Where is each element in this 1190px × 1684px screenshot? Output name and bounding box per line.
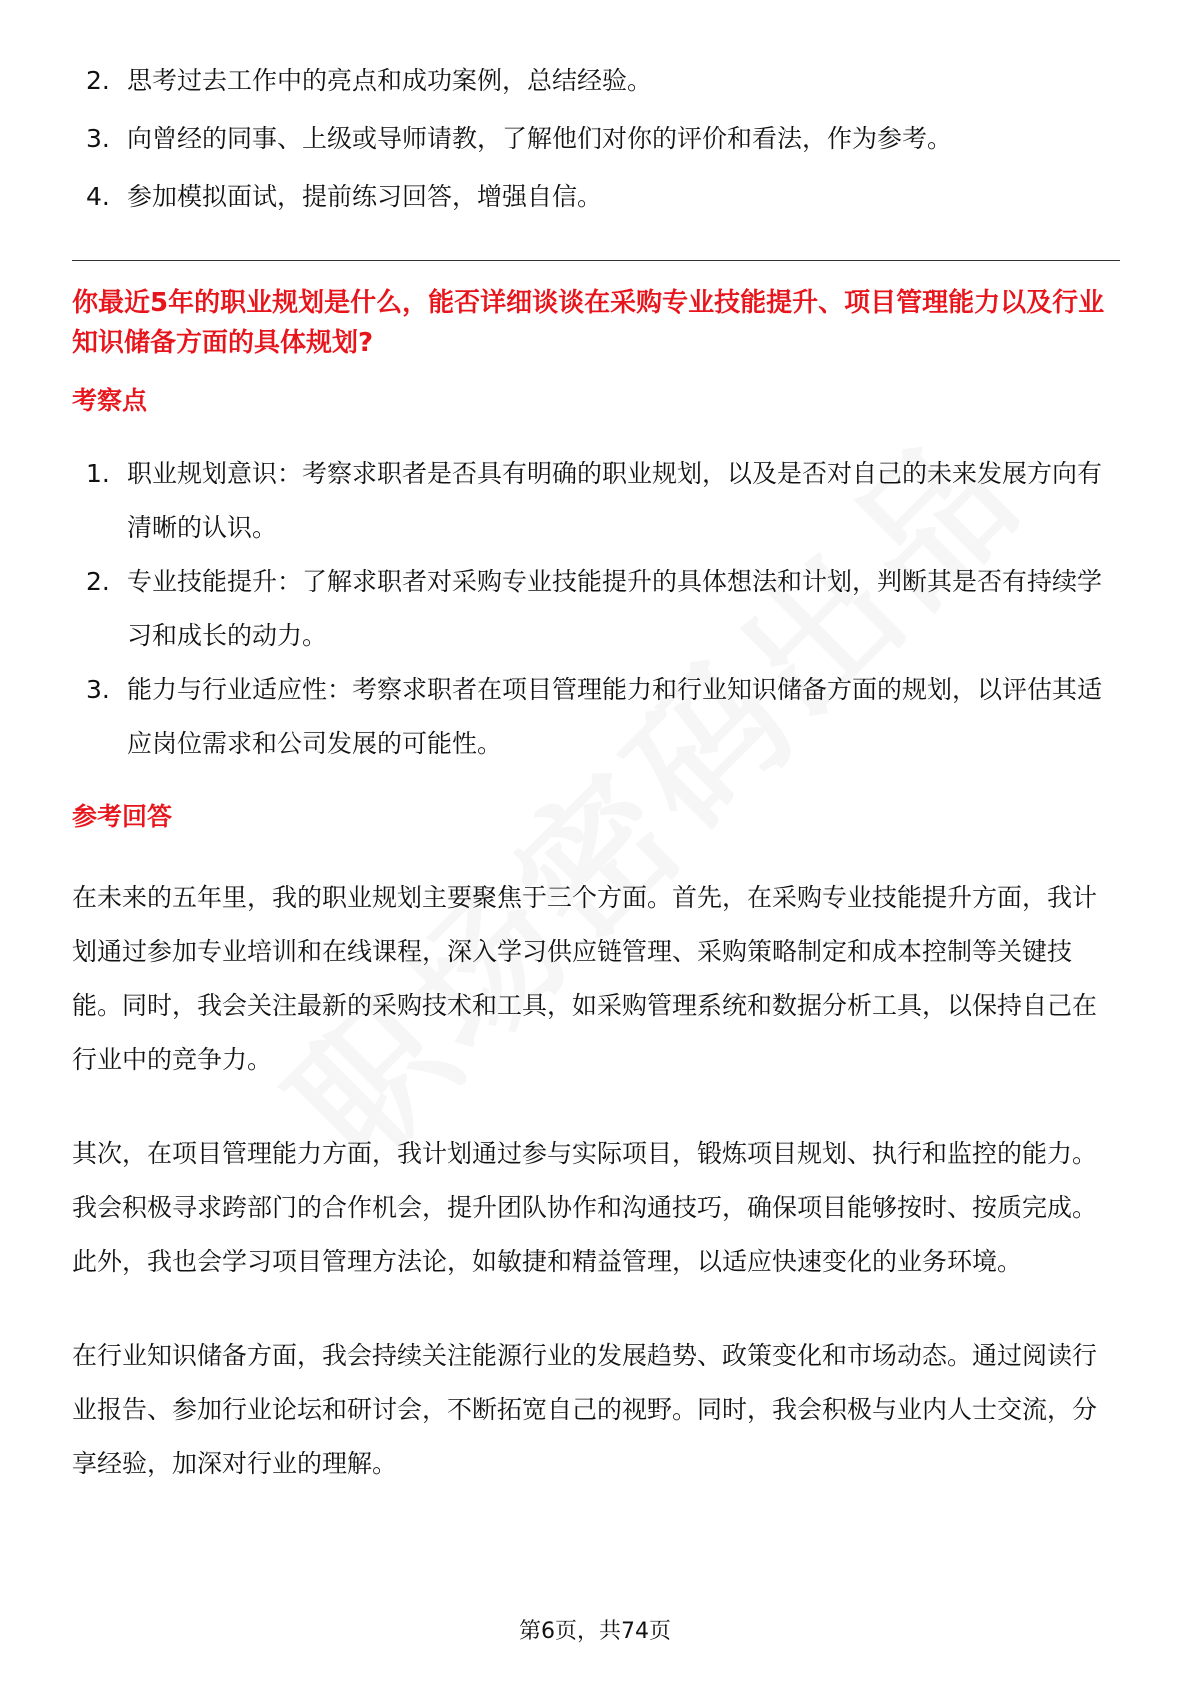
list-item xyxy=(72,168,1120,226)
list-number: 3. xyxy=(86,124,110,153)
section-divider xyxy=(72,260,1120,261)
points-heading: 考察点 xyxy=(72,386,148,415)
content xyxy=(72,52,1120,1491)
list-number: 3. xyxy=(86,675,110,704)
list-text: 参加模拟面试，提前练习回答，增强自信。 xyxy=(127,182,603,211)
previous-list xyxy=(72,52,1120,226)
list-item xyxy=(72,110,1120,168)
answer-paragraph: 在行业知识储备方面，我会持续关注能源行业的发展趋势、政策变化和市场动态。通过阅读行业报告、参加行业论坛和研讨会，不断拓宽自己的视野。同时，我会积极与业内人士交流，分享经验，加深对行业的理解。 xyxy=(72,1341,1098,1478)
list-number: 4. xyxy=(86,182,110,211)
answer-heading: 参考回答 xyxy=(72,802,173,831)
list-number: 2. xyxy=(86,66,110,95)
list-item xyxy=(72,663,1120,771)
list-text: 思考过去工作中的亮点和成功案例，总结经验。 xyxy=(127,66,653,95)
list-text: 职业规划意识：考察求职者是否具有明确的职业规划，以及是否对自己的未来发展方向有清晰的认识。 xyxy=(127,459,1103,542)
list-text: 专业技能提升：了解求职者对采购专业技能提升的具体想法和计划，判断其是否有持续学习和成长的动力。 xyxy=(127,567,1103,650)
list-text: 向曾经的同事、上级或导师请教，了解他们对你的评价和看法，作为参考。 xyxy=(127,124,953,153)
list-item xyxy=(72,555,1120,663)
list-number: 2. xyxy=(86,567,110,596)
assessment-points-list xyxy=(72,447,1120,771)
list-item xyxy=(72,52,1120,110)
list-number: 1. xyxy=(86,459,110,488)
interview-question: 你最近5年的职业规划是什么，能否详细谈谈在采购专业技能提升、项目管理能力以及行业知识储备方面的具体规划? xyxy=(72,288,1105,358)
list-item xyxy=(72,447,1120,555)
page-footer: 第6页，共74页 xyxy=(519,1619,671,1644)
answer-paragraph: 其次，在项目管理能力方面，我计划通过参与实际项目，锻炼项目规划、执行和监控的能力。我会积极寻求跨部门的合作机会，提升团队协作和沟通技巧，确保项目能够按时、按质完成。此外，我也会学习项目管理方法论，如敏捷和精益管理，以适应快速变化的业务环境。 xyxy=(72,1139,1098,1276)
answer-paragraph: 在未来的五年里，我的职业规划主要聚焦于三个方面。首先，在采购专业技能提升方面，我计划通过参加专业培训和在线课程，深入学习供应链管理、采购策略制定和成本控制等关键技能。同时，我会关注最新的采购技术和工具，如采购管理系统和数据分析工具，以保持自己在行业中的竞争力。 xyxy=(72,883,1098,1074)
list-text: 能力与行业适应性：考察求职者在项目管理能力和行业知识储备方面的规划，以评估其适应岗位需求和公司发展的可能性。 xyxy=(127,675,1103,758)
